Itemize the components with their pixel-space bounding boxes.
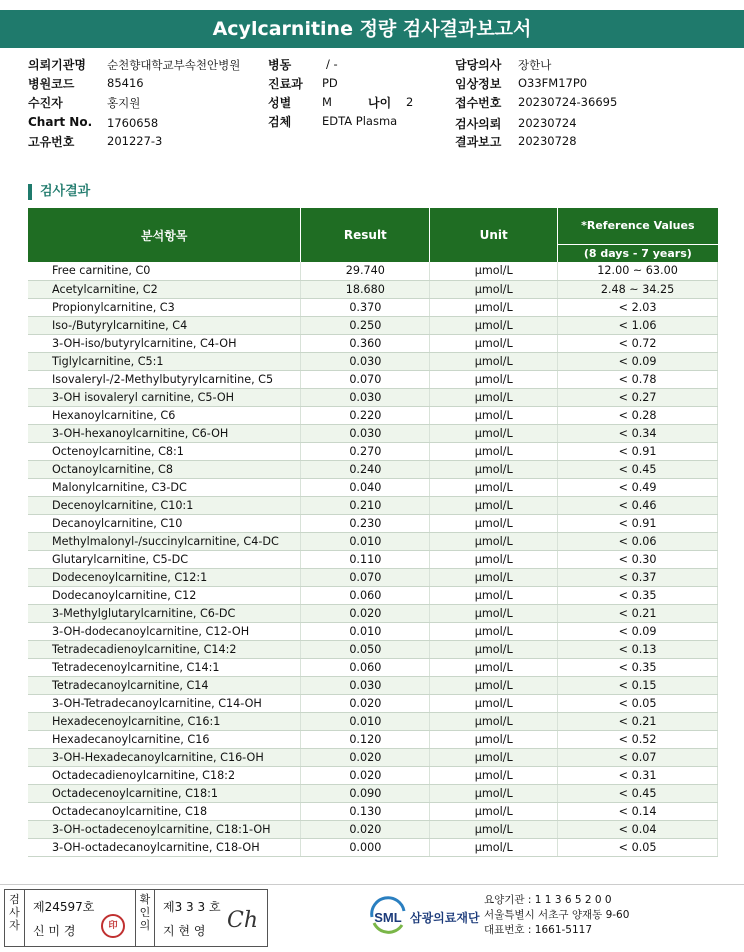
result-value: 0.030	[301, 424, 430, 442]
analyte-name: Decenoylcarnitine, C10:1	[28, 496, 301, 514]
analyte-name: Dodecanoylcarnitine, C12	[28, 586, 301, 604]
result-value: 0.020	[301, 694, 430, 712]
table-row	[28, 802, 718, 820]
table-row	[28, 442, 718, 460]
reference-value: < 0.91	[558, 514, 718, 532]
reference-value: < 0.46	[558, 496, 718, 514]
table-row	[28, 388, 718, 406]
reference-value: < 0.21	[558, 712, 718, 730]
unit-value: μmol/L	[430, 658, 558, 676]
table-row	[28, 532, 718, 550]
table-row	[28, 280, 718, 298]
reference-value: < 0.09	[558, 622, 718, 640]
unit-value: μmol/L	[430, 496, 558, 514]
table-row	[28, 262, 718, 280]
table-row	[28, 496, 718, 514]
result-value: 0.240	[301, 460, 430, 478]
result-value: 0.010	[301, 622, 430, 640]
reference-value: < 0.34	[558, 424, 718, 442]
confirmer-name: 지 현 영	[163, 924, 206, 938]
unit-value: μmol/L	[430, 316, 558, 334]
unit-value: μmol/L	[430, 352, 558, 370]
result-value: 0.220	[301, 406, 430, 424]
request-value: 20230724	[518, 116, 577, 130]
analyte-name: Hexadecenoylcarnitine, C16:1	[28, 712, 301, 730]
result-value: 0.020	[301, 604, 430, 622]
unit-value: μmol/L	[430, 568, 558, 586]
analyte-name: Hexadecanoylcarnitine, C16	[28, 730, 301, 748]
analyte-name: Octenoylcarnitine, C8:1	[28, 442, 301, 460]
receipt-value: 20230724-36695	[518, 95, 618, 109]
unit-value: μmol/L	[430, 622, 558, 640]
analyte-name: Hexanoylcarnitine, C6	[28, 406, 301, 424]
table-row	[28, 622, 718, 640]
code-label: 병원코드	[28, 77, 75, 91]
table-row	[28, 658, 718, 676]
table-row	[28, 748, 718, 766]
ward-value: / -	[326, 57, 338, 71]
analyte-name: 3-OH-hexanoylcarnitine, C6-OH	[28, 424, 301, 442]
unit-value: μmol/L	[430, 766, 558, 784]
reference-value: < 0.52	[558, 730, 718, 748]
result-value: 0.060	[301, 586, 430, 604]
result-date-value: 20230728	[518, 134, 577, 148]
unit-value: μmol/L	[430, 820, 558, 838]
code-value: 85416	[107, 76, 144, 90]
ward-label: 병동	[268, 58, 292, 72]
facility-code: 요양기관 : 1 1 3 6 5 2 0 0	[484, 894, 612, 906]
hospital-label: 의뢰기관명	[28, 58, 86, 72]
unit-value: μmol/L	[430, 676, 558, 694]
unit-value: μmol/L	[430, 586, 558, 604]
analyte-name: 3-Methylglutarylcarnitine, C6-DC	[28, 604, 301, 622]
table-row	[28, 766, 718, 784]
hospital-value: 순천향대학교부속천안병원	[107, 58, 241, 72]
table-row	[28, 694, 718, 712]
footer	[0, 884, 744, 952]
reference-value: < 0.45	[558, 460, 718, 478]
table-row	[28, 424, 718, 442]
specimen-label: 검체	[268, 115, 292, 129]
analyte-name: Octadecadienoylcarnitine, C18:2	[28, 766, 301, 784]
unit-value: μmol/L	[430, 334, 558, 352]
unit-value: μmol/L	[430, 730, 558, 748]
result-value: 0.020	[301, 820, 430, 838]
analyte-name: Tiglylcarnitine, C5:1	[28, 352, 301, 370]
table-row	[28, 640, 718, 658]
result-value: 0.050	[301, 640, 430, 658]
header-item: 분석항목	[28, 208, 301, 262]
analyte-name: Glutarylcarnitine, C5-DC	[28, 550, 301, 568]
result-value: 0.020	[301, 748, 430, 766]
section-title: 검사결과	[28, 184, 90, 200]
header-ref-range: (8 days - 7 years)	[558, 244, 718, 262]
header-result: Result	[301, 208, 430, 262]
analyte-name: Dodecenoylcarnitine, C12:1	[28, 568, 301, 586]
table-row	[28, 838, 718, 856]
analyte-name: 3-OH-octadecenoylcarnitine, C18:1-OH	[28, 820, 301, 838]
analyte-name: 3-OH isovaleryl carnitine, C5-OH	[28, 388, 301, 406]
reference-value: 12.00 ~ 63.00	[558, 262, 718, 280]
analyte-name: 3-OH-dodecanoylcarnitine, C12-OH	[28, 622, 301, 640]
header-unit: Unit	[430, 208, 558, 262]
report-title: Acylcarnitine 정량 검사결과보고서	[0, 10, 744, 48]
result-date-label: 결과보고	[455, 135, 502, 149]
result-value: 0.360	[301, 334, 430, 352]
examiner-no: 제24597호	[33, 900, 95, 914]
analyte-name: 3-OH-Tetradecanoylcarnitine, C14-OH	[28, 694, 301, 712]
table-row	[28, 478, 718, 496]
reference-value: < 0.37	[558, 568, 718, 586]
reference-value: < 0.31	[558, 766, 718, 784]
unique-value: 201227-3	[107, 134, 163, 148]
result-value: 0.370	[301, 298, 430, 316]
result-value: 0.110	[301, 550, 430, 568]
analyte-name: Decanoylcarnitine, C10	[28, 514, 301, 532]
clinical-value: O33FM17P0	[518, 76, 588, 90]
analyte-name: 3-OH-Hexadecanoylcarnitine, C16-OH	[28, 748, 301, 766]
confirmer-label: 확인의	[135, 890, 155, 946]
dept-value: PD	[322, 76, 338, 90]
reference-value: < 0.13	[558, 640, 718, 658]
result-value: 0.060	[301, 658, 430, 676]
analyte-name: Octadecanoylcarnitine, C18	[28, 802, 301, 820]
analyte-name: Octanoylcarnitine, C8	[28, 460, 301, 478]
result-value: 0.270	[301, 442, 430, 460]
table-row	[28, 730, 718, 748]
examiner-name: 신 미 경	[33, 924, 76, 938]
doctor-label: 담당의사	[455, 58, 502, 72]
reference-value: < 0.35	[558, 586, 718, 604]
reference-value: < 0.78	[558, 370, 718, 388]
sex-value: M	[322, 95, 332, 109]
table-row	[28, 604, 718, 622]
unit-value: μmol/L	[430, 388, 558, 406]
table-row	[28, 550, 718, 568]
analyte-name: Tetradecenoylcarnitine, C14:1	[28, 658, 301, 676]
unit-value: μmol/L	[430, 694, 558, 712]
table-row	[28, 784, 718, 802]
unit-value: μmol/L	[430, 442, 558, 460]
result-value: 0.230	[301, 514, 430, 532]
reference-value: < 0.05	[558, 838, 718, 856]
reference-value: < 0.05	[558, 694, 718, 712]
collector-label: 수진자	[28, 96, 63, 110]
unit-value: μmol/L	[430, 550, 558, 568]
sml-logo-text: SML	[374, 910, 402, 925]
unit-value: μmol/L	[430, 802, 558, 820]
reference-value: < 0.91	[558, 442, 718, 460]
result-value: 0.000	[301, 838, 430, 856]
examiner-label: 검사자	[5, 890, 25, 946]
result-value: 0.030	[301, 352, 430, 370]
analyte-name: Octadecenoylcarnitine, C18:1	[28, 784, 301, 802]
result-value: 0.070	[301, 568, 430, 586]
table-row	[28, 820, 718, 838]
unit-value: μmol/L	[430, 262, 558, 280]
unit-value: μmol/L	[430, 460, 558, 478]
dept-label: 진료과	[268, 77, 303, 91]
table-row	[28, 370, 718, 388]
result-value: 0.040	[301, 478, 430, 496]
reference-value: < 0.21	[558, 604, 718, 622]
result-value: 18.680	[301, 280, 430, 298]
reference-value: < 0.72	[558, 334, 718, 352]
table-row	[28, 316, 718, 334]
lab-phone: 대표번호 : 1661-5117	[484, 924, 593, 936]
header-ref: *Reference Values	[558, 208, 718, 244]
results-body	[28, 262, 718, 856]
table-row	[28, 334, 718, 352]
chart-value: 1760658	[107, 116, 159, 130]
analyte-name: Methylmalonyl-/succinylcarnitine, C4-DC	[28, 532, 301, 550]
result-value: 29.740	[301, 262, 430, 280]
result-value: 0.210	[301, 496, 430, 514]
result-value: 0.020	[301, 766, 430, 784]
collector-value: 홍지원	[107, 96, 141, 110]
patient-info	[0, 56, 744, 156]
lab-address: 서울특별시 서초구 양재동 9-60	[484, 909, 630, 921]
analyte-name: 3-OH-octadecanoylcarnitine, C18-OH	[28, 838, 301, 856]
table-row	[28, 352, 718, 370]
lab-info	[484, 893, 629, 938]
unit-value: μmol/L	[430, 784, 558, 802]
reference-value: < 0.28	[558, 406, 718, 424]
reference-value: < 0.04	[558, 820, 718, 838]
reference-value: < 0.14	[558, 802, 718, 820]
unit-value: μmol/L	[430, 406, 558, 424]
sex-label: 성별	[268, 96, 292, 110]
analyte-name: Free carnitine, C0	[28, 262, 301, 280]
reference-value: < 2.03	[558, 298, 718, 316]
unit-value: μmol/L	[430, 838, 558, 856]
receipt-label: 접수번호	[455, 96, 502, 110]
unit-value: μmol/L	[430, 370, 558, 388]
confirmer-no: 제3 3 3 호	[163, 900, 221, 914]
table-row	[28, 406, 718, 424]
analyte-name: Isovaleryl-/2-Methylbutyrylcarnitine, C5	[28, 370, 301, 388]
reference-value: < 0.27	[558, 388, 718, 406]
result-value: 0.030	[301, 388, 430, 406]
reference-value: < 1.06	[558, 316, 718, 334]
analyte-name: Iso-/Butyrylcarnitine, C4	[28, 316, 301, 334]
result-value: 0.120	[301, 730, 430, 748]
unit-value: μmol/L	[430, 280, 558, 298]
specimen-value: EDTA Plasma	[322, 114, 398, 128]
doctor-value: 장한나	[518, 58, 552, 72]
table-row	[28, 514, 718, 532]
unit-value: μmol/L	[430, 604, 558, 622]
signature: Ch	[227, 908, 259, 933]
title-bar	[0, 0, 744, 48]
reference-value: < 0.15	[558, 676, 718, 694]
analyte-name: Malonylcarnitine, C3-DC	[28, 478, 301, 496]
unique-label: 고유번호	[28, 135, 75, 149]
table-row	[28, 568, 718, 586]
result-value: 0.250	[301, 316, 430, 334]
reference-value: < 0.07	[558, 748, 718, 766]
analyte-name: Acetylcarnitine, C2	[28, 280, 301, 298]
request-label: 검사의뢰	[455, 117, 502, 131]
analyte-name: Tetradecanoylcarnitine, C14	[28, 676, 301, 694]
table-row	[28, 460, 718, 478]
table-row	[28, 586, 718, 604]
result-value: 0.030	[301, 676, 430, 694]
reference-value: < 0.49	[558, 478, 718, 496]
org-name: 삼광의료재단	[410, 911, 480, 925]
analyte-name: Tetradecadienoylcarnitine, C14:2	[28, 640, 301, 658]
reference-value: < 0.45	[558, 784, 718, 802]
reference-value: < 0.35	[558, 658, 718, 676]
clinical-label: 임상정보	[455, 77, 502, 91]
examiner-seal: 印	[101, 914, 125, 938]
reference-value: < 0.09	[558, 352, 718, 370]
table-row	[28, 298, 718, 316]
table-row	[28, 712, 718, 730]
reference-value: < 0.06	[558, 532, 718, 550]
age-value: 2	[406, 95, 414, 109]
analyte-name: 3-OH-iso/butyrylcarnitine, C4-OH	[28, 334, 301, 352]
unit-value: μmol/L	[430, 532, 558, 550]
result-value: 0.130	[301, 802, 430, 820]
unit-value: μmol/L	[430, 478, 558, 496]
reference-value: < 0.30	[558, 550, 718, 568]
unit-value: μmol/L	[430, 298, 558, 316]
unit-value: μmol/L	[430, 514, 558, 532]
analyte-name: Propionylcarnitine, C3	[28, 298, 301, 316]
age-label: 나이	[368, 96, 392, 110]
reference-value: 2.48 ~ 34.25	[558, 280, 718, 298]
results-table	[28, 208, 718, 857]
unit-value: μmol/L	[430, 640, 558, 658]
result-value: 0.070	[301, 370, 430, 388]
unit-value: μmol/L	[430, 424, 558, 442]
unit-value: μmol/L	[430, 712, 558, 730]
sml-logo-icon	[366, 895, 410, 939]
result-value: 0.010	[301, 532, 430, 550]
table-row	[28, 676, 718, 694]
signature-box	[4, 889, 268, 947]
result-value: 0.010	[301, 712, 430, 730]
unit-value: μmol/L	[430, 748, 558, 766]
result-value: 0.090	[301, 784, 430, 802]
chart-label: Chart No.	[28, 115, 93, 129]
